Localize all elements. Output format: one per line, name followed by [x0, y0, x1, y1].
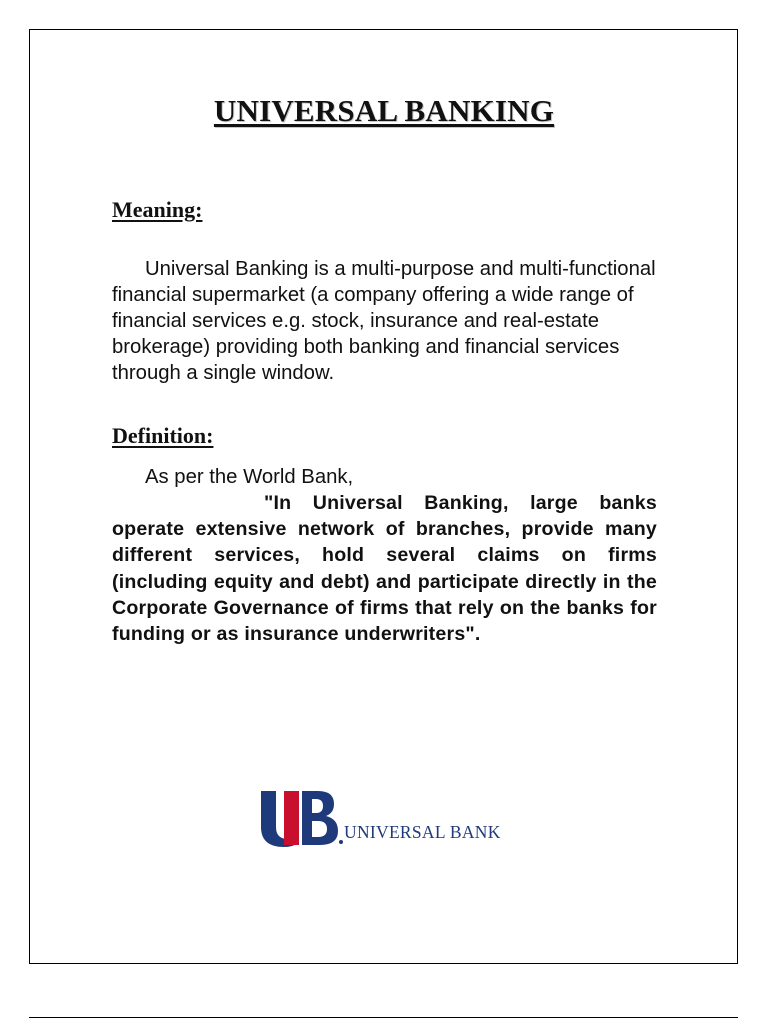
logo-wordmark: UNIVERSAL BANK — [344, 822, 501, 842]
logo-b-mark — [302, 791, 338, 845]
document-title: UNIVERSAL BANKING — [213, 93, 555, 128]
definition-heading: Definition: — [112, 423, 214, 448]
meaning-paragraph: Universal Banking is a multi-purpose and multi-functional financial supermarket (a company offering a wide range of financial services e.g. stock, insurance and real-estate brokerage) providing both banking and financial services through a single window. — [112, 258, 656, 384]
logo-registered-dot — [339, 840, 343, 844]
definition-intro: As per the World Bank, — [145, 466, 354, 488]
definition-quote: "In Universal Banking, large banks operate extensive network of branches, provide many different services, hold several claims on firms (including equity and debt) and participate directly in the Corporate Governance of firms that rely on the banks for funding or as insurance underwriters". — [112, 492, 657, 646]
meaning-heading: Meaning: — [112, 197, 203, 222]
logo-red-stroke — [284, 791, 299, 845]
bottom-rule — [29, 1017, 738, 1018]
